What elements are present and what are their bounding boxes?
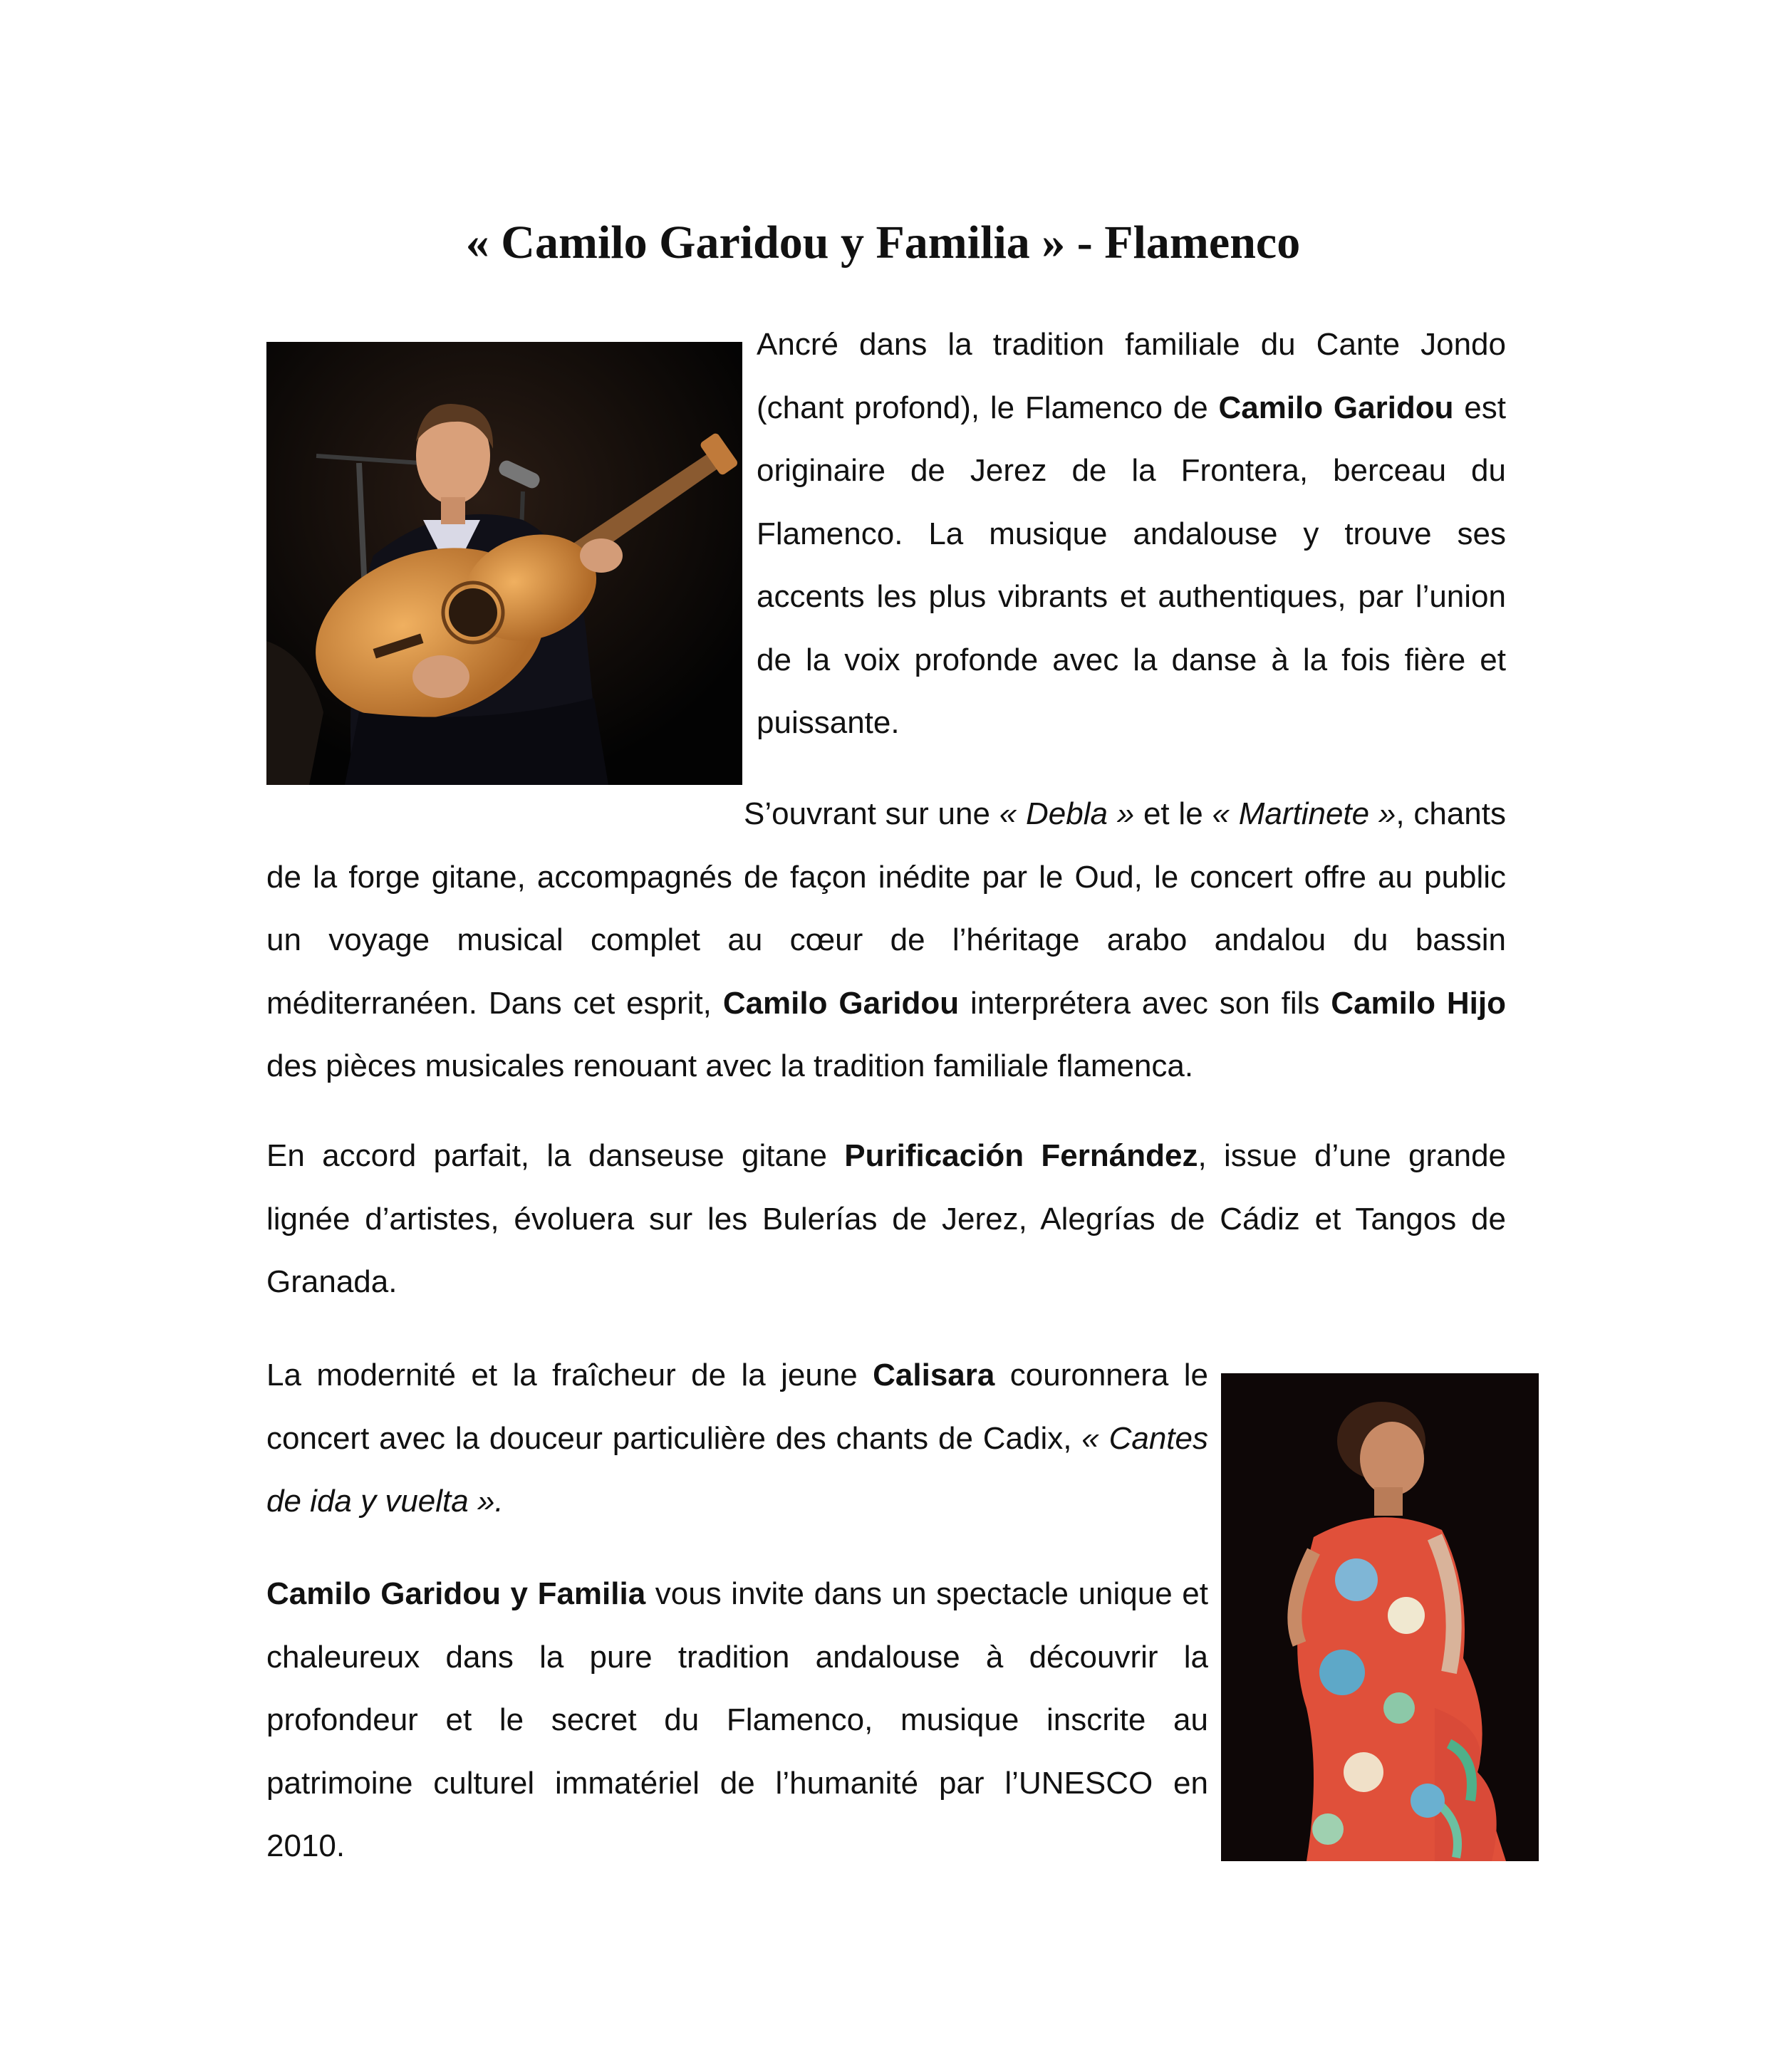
paragraph-debla: [266, 783, 1506, 1098]
guitarist-photo: [266, 342, 742, 785]
text-run: des pièces musicales renouant avec la tradition familiale flamenca.: [266, 1048, 1194, 1083]
text-run: est originaire de Jerez de la Frontera, berceau du Flamenco. La musique andalouse y trouve ses accents les plus vibrants et authentiques, par l’union de la voix profonde avec la danse à la fois fière et puissante.: [757, 390, 1506, 740]
paragraph-intro: [757, 313, 1506, 755]
bold-name: Camilo Hijo: [1331, 985, 1507, 1021]
italic-term: « Martinete »: [1212, 796, 1396, 831]
dancer-illustration: [1221, 1373, 1539, 1861]
paragraph-dancer: [266, 1125, 1506, 1314]
text-run: vous invite dans un spectacle unique et chaleureux dans la pure tradition andalouse à découvrir la profondeur et le secret du Flamenco, musique inscrite au patrimoine culturel immatériel de l’humanité par l’UNESCO en 2010.: [266, 1576, 1208, 1863]
dancer-photo: [1221, 1373, 1539, 1861]
bold-name: Camilo Garidou: [1218, 390, 1454, 425]
text-run: interprétera avec son fils: [959, 985, 1331, 1021]
paragraph-invitation: [266, 1563, 1208, 1878]
bold-name: Camilo Garidou y Familia: [266, 1576, 646, 1611]
text-run: Ancré dans la tradition familiale du Cante Jondo (chant profond), le Flamenco de: [757, 327, 1506, 425]
text-run: , issue d’une grande lignée d’artistes, évoluera sur les Bulerías de Jerez, Alegrías de Cádiz et Tangos de Granada.: [266, 1138, 1507, 1299]
guitarist-illustration: [266, 342, 742, 785]
bold-name: Camilo Garidou: [722, 985, 960, 1021]
italic-term: « Cantes de ida y vuelta ».: [266, 1420, 1208, 1519]
text-run: , chants de la forge gitane, accompagnés de façon inédite par le Oud, le concert offre au public un voyage musical complet au cœur de l’héritage arabo andalou du bassin méditerranéen. Dans cet esprit,: [266, 796, 1506, 1021]
bold-name: Purificación Fernández: [844, 1138, 1198, 1173]
italic-term: « Debla »: [999, 796, 1135, 831]
document-title: « Camilo Garidou y Familia » - Flamenco: [465, 217, 1301, 269]
bold-name: Calisara: [873, 1358, 995, 1392]
text-run: En accord parfait, la danseuse gitane: [266, 1138, 845, 1173]
text-run: La modernité et la fraîcheur de la jeune: [266, 1358, 873, 1392]
text-run: et le: [1134, 796, 1212, 831]
paragraph-calisara: [266, 1344, 1208, 1534]
text-run: S’ouvrant sur une: [744, 796, 999, 831]
text-run: couronnera le concert avec la douceur particulière des chants de Cadix,: [266, 1358, 1208, 1456]
